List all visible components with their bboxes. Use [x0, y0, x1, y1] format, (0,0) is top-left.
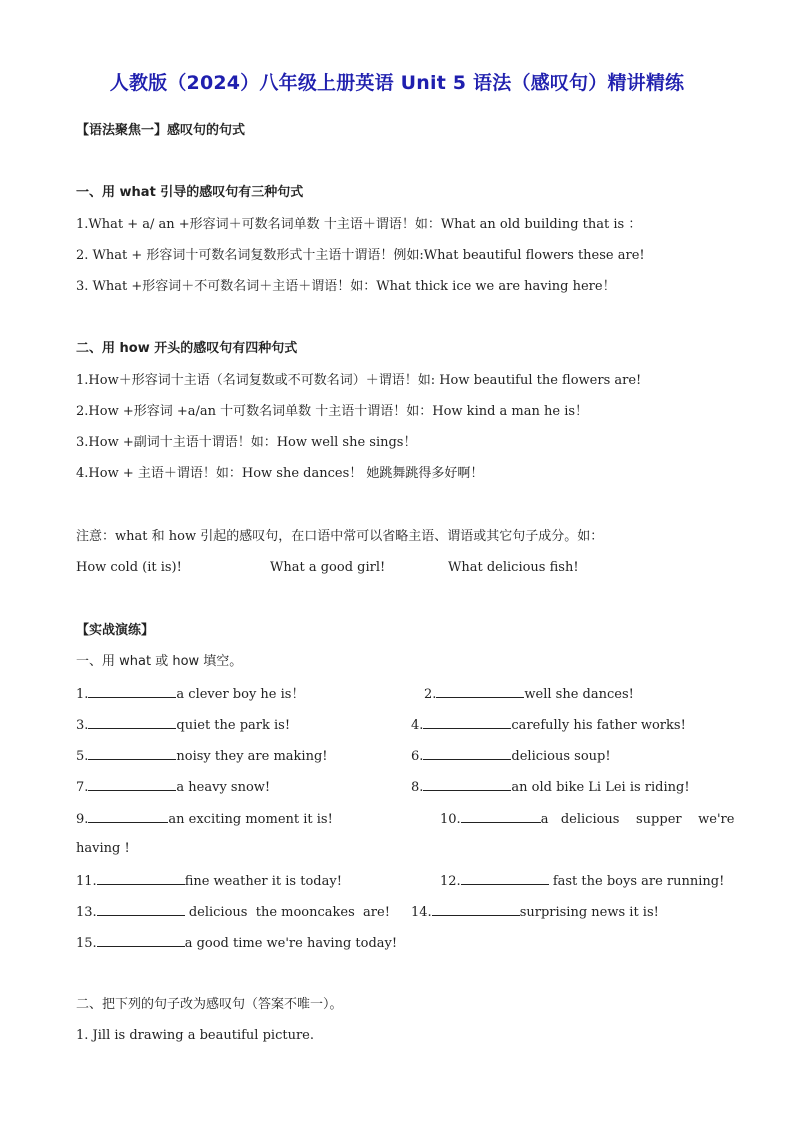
answer-blank[interactable] — [423, 746, 511, 760]
answer-blank[interactable] — [423, 715, 511, 729]
item-number: 3. — [76, 718, 89, 733]
item-text: a delicious supper we're — [540, 812, 735, 827]
item-text: noisy they are making! — [176, 749, 328, 764]
exercise-item-10-continued: having ! — [76, 841, 130, 856]
what-rule-3: 3. What +形容词＋不可数名词＋主语＋谓语！如：What thick ice we are having here！ — [76, 279, 616, 294]
exercise-item-4 — [411, 715, 686, 735]
exercise-item-14 — [411, 902, 659, 922]
item-text: a good time we're having today! — [184, 936, 398, 951]
item-text: an exciting moment it is! — [168, 812, 333, 827]
how-rule-2: 2.How +形容词 +a/an 十可数名词单数 十主语十谓语！如：How kind a man he is！ — [76, 404, 589, 419]
item-number: 15. — [76, 936, 97, 951]
exercise-item-15 — [76, 933, 397, 953]
how-rule-4: 4.How + 主语＋谓语！如：How she dances！ 她跳舞跳得多好啊！ — [76, 466, 484, 481]
document-title: 人教版（2024）八年级上册英语 Unit 5 语法（感叹句）精讲精练 — [109, 72, 685, 94]
item-number: 11. — [76, 874, 97, 889]
exercise-item-8 — [411, 777, 690, 797]
answer-blank[interactable] — [423, 777, 511, 791]
item-text: fast the boys are running! — [548, 874, 725, 889]
exercise-item-2 — [424, 684, 634, 704]
exercise-2-item-1: 1. Jill is drawing a beautiful picture. — [76, 1028, 314, 1043]
item-text: delicious the mooncakes are! — [184, 905, 390, 920]
answer-blank[interactable] — [88, 777, 176, 791]
what-section-heading: 一、用 what 引导的感叹句有三种句式 — [76, 185, 304, 200]
item-number: 2. — [424, 687, 437, 702]
answer-blank[interactable] — [97, 933, 185, 947]
answer-blank[interactable] — [88, 684, 176, 698]
exercise-1-heading: 一、用 what 或 how 填空。 — [76, 654, 243, 669]
how-rule-3: 3.How +副词十主语十谓语！如：How well she sings！ — [76, 435, 417, 450]
answer-blank[interactable] — [432, 902, 520, 916]
item-text: fine weather it is today! — [184, 874, 342, 889]
item-number: 6. — [411, 749, 424, 764]
item-number: 14. — [411, 905, 432, 920]
item-number: 13. — [76, 905, 97, 920]
exercise-item-11 — [76, 871, 342, 891]
answer-blank[interactable] — [88, 715, 176, 729]
what-rule-2: 2. What + 形容词十可数名词复数形式十主语十谓语！例如:What beautiful flowers these are! — [76, 248, 645, 263]
item-text: well she dances! — [524, 687, 634, 702]
exercise-item-6 — [411, 746, 611, 766]
grammar-focus-heading: 【语法聚焦一】感叹句的句式 — [76, 123, 246, 138]
exercise-item-3 — [76, 715, 290, 735]
item-text: a clever boy he is！ — [176, 687, 305, 702]
answer-blank[interactable] — [461, 871, 549, 885]
note-example-1: How cold (it is)! — [76, 560, 182, 575]
exercise-item-9 — [76, 809, 333, 829]
practice-heading: 【实战演练】 — [76, 623, 155, 638]
exercise-item-5 — [76, 746, 328, 766]
exercise-item-7 — [76, 777, 270, 797]
item-number: 9. — [76, 812, 89, 827]
item-number: 10. — [440, 812, 461, 827]
item-number: 1. — [76, 687, 89, 702]
exercise-item-13 — [76, 902, 390, 922]
exercise-item-12 — [440, 871, 724, 891]
item-number: 5. — [76, 749, 89, 764]
item-text: a heavy snow! — [176, 780, 271, 795]
note-example-3: What delicious fish! — [448, 560, 579, 575]
answer-blank[interactable] — [88, 809, 168, 823]
item-number: 12. — [440, 874, 461, 889]
item-number: 4. — [411, 718, 424, 733]
exercise-item-10 — [440, 809, 734, 829]
how-rule-1: 1.How＋形容词十主语（名词复数或不可数名词）＋谓语！如: How beautiful the flowers are! — [76, 373, 642, 388]
item-text: an old bike Li Lei is riding! — [511, 780, 690, 795]
exercise-item-1 — [76, 684, 304, 704]
item-text: quiet the park is! — [176, 718, 291, 733]
item-text: surprising news it is! — [519, 905, 659, 920]
answer-blank[interactable] — [97, 871, 185, 885]
how-section-heading: 二、用 how 开头的感叹句有四种句式 — [76, 341, 298, 356]
note-example-2: What a good girl! — [270, 560, 386, 575]
item-number: 8. — [411, 780, 424, 795]
answer-blank[interactable] — [436, 684, 524, 698]
answer-blank[interactable] — [97, 902, 185, 916]
exercise-2-heading: 二、把下列的句子改为感叹句（答案不唯一）。 — [76, 997, 343, 1012]
item-text: delicious soup! — [511, 749, 611, 764]
answer-blank[interactable] — [461, 809, 541, 823]
item-number: 7. — [76, 780, 89, 795]
note-text: 注意：what 和 how 引起的感叹句，在口语中常可以省略主语、谓语或其它句子成分。如： — [76, 529, 604, 544]
what-rule-1: 1.What + a/ an +形容词＋可数名词单数 十主语＋谓语！如：What an old building that is ： — [76, 217, 642, 232]
item-text: carefully his father works! — [511, 718, 686, 733]
answer-blank[interactable] — [88, 746, 176, 760]
